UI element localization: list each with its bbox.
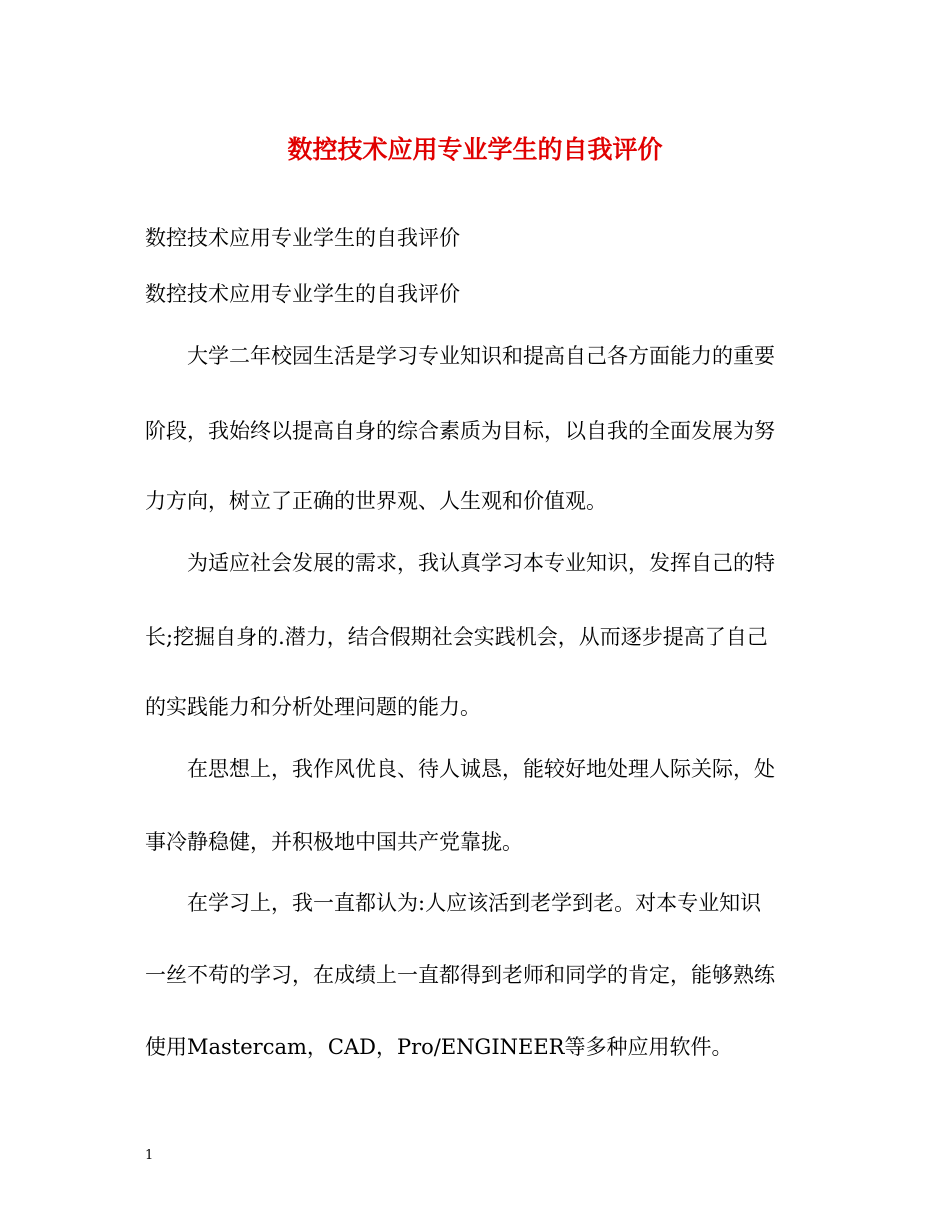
paragraph-line: 事冷静稳健，并积极地中国共产党靠拢。 <box>145 830 523 854</box>
paragraph-line: 一丝不苟的学习，在成绩上一直都得到老师和同学的肯定，能够熟练 <box>145 963 775 987</box>
page-number: 1 <box>145 1148 154 1163</box>
paragraph-line: 在学习上，我一直都认为:人应该活到老学到老。对本专业知识 <box>187 891 762 915</box>
paragraph-line: 力方向，树立了正确的世界观、人生观和价值观。 <box>145 489 607 513</box>
paragraph-line: 在思想上，我作风优良、待人诚恳，能较好地处理人际关际，处 <box>187 757 775 781</box>
paragraph-line: 大学二年校园生活是学习专业知识和提高自己各方面能力的重要 <box>187 344 775 368</box>
paragraph-line: 阶段，我始终以提高自身的综合素质为目标，以自我的全面发展为努 <box>145 419 775 443</box>
paragraph-line: 为适应社会发展的需求，我认真学习本专业知识，发挥自己的特 <box>187 551 775 575</box>
subtitle-line-2: 数控技术应用专业学生的自我评价 <box>145 282 460 306</box>
paragraph-line: 长;挖掘自身的.潜力，结合假期社会实践机会，从而逐步提高了自己 <box>145 625 768 649</box>
paragraph-line: 的实践能力和分析处理问题的能力。 <box>145 695 481 719</box>
paragraph-line: 使用Mastercam，CAD，Pro/ENGINEER等多种应用软件。 <box>145 1035 733 1059</box>
document-title: 数控技术应用专业学生的自我评价 <box>287 135 663 164</box>
subtitle-line-1: 数控技术应用专业学生的自我评价 <box>145 226 460 250</box>
